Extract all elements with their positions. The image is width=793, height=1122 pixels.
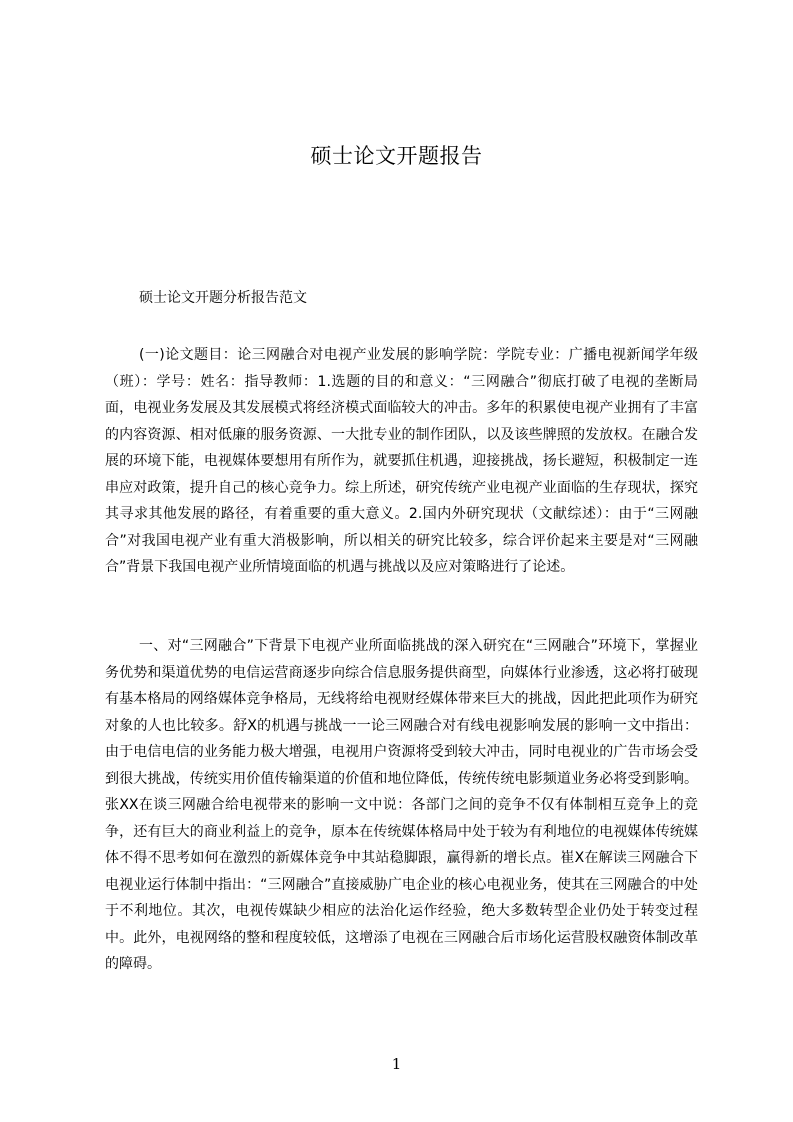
- document-subtitle: 硕士论文开题分析报告范文: [139, 290, 307, 306]
- paragraph-challenges-research: 一、对“三网融合”下背景下电视产业所面临挑战的深入研究在“三网融合”环境下，掌握业务优势和渠道优势的电信运营商逐步向综合信息服务提供商型，向媒体行业渗透，这必将打破现有基本格局的网络媒体竞争格局，无线将给电视财经媒体带来巨大的挑战，因此把此项作为研究对象的人也比较多。舒X的机遇与挑战一一论三网融合对有线电视影响发展的影响一文中指出：由于电信电信的业务能力极大增强，电视用户资源将受到较大冲击，同时电视业的广告市场会受到很大挑战，传统实用价值传输渠道的价值和地位降低，传统传统电影频道业务必将受到影响。张XX在谈三网融合给电视带来的影响一文中说：各部门之间的竞争不仅有体制相互竞争上的竞争，还有巨大的商业利益上的竞争，原本在传统媒体格局中处于较为有利地位的电视媒体传统媒体不得不思考如何在激烈的新媒体竞争中其站稳脚跟，赢得新的增长点。崔X在解读三网融合下电视业运行体制中指出：“三网融合”直接威胁广电企业的核心电视业务，使其在三网融合的中处于不利地位。其次，电视传媒缺少相应的法治化运作经验，绝大多数转型企业仍处于转变过程中。此外，电视网络的整和程度较低，这增添了电视在三网融合后市场化运营股权融资体制改革的障碍。: [105, 638, 698, 972]
- page-number: 1: [391, 1055, 402, 1073]
- paragraph-thesis-info: (一)论文题目：论三网融合对电视产业发展的影响学院：学院专业：广播电视新闻学年级（班）：学号：姓名：指导教师：1.选题的目的和意义：“三网融合”彻底打破了电视的垄断局面，电视业务发展及其发展模式将经济模式面临较大的冲击。多年的积累使电视产业拥有了丰富的内容资源、相对低廉的服务资源、一大批专业的制作团队，以及该些牌照的发放权。在融合发展的环境下能，电视媒体要想用有所作为，就要抓住机遇，迎接挑战，扬长避短，积极制定一连串应对政策，提升自己的核心竞争力。综上所述，研究传统产业电视产业面临的生存现状，探究其寻求其他发展的路径，有着重要的重大意义。2.国内外研究现状（文献综述）：由于“三网融合”对我国电视产业有重大消极影响，所以相关的研究比较多，综合评价起来主要是对“三网融合”背景下我国电视产业所情境面临的机遇与挑战以及应对策略进行了论述。: [105, 347, 698, 575]
- page-title: 硕士论文开题报告: [310, 144, 483, 168]
